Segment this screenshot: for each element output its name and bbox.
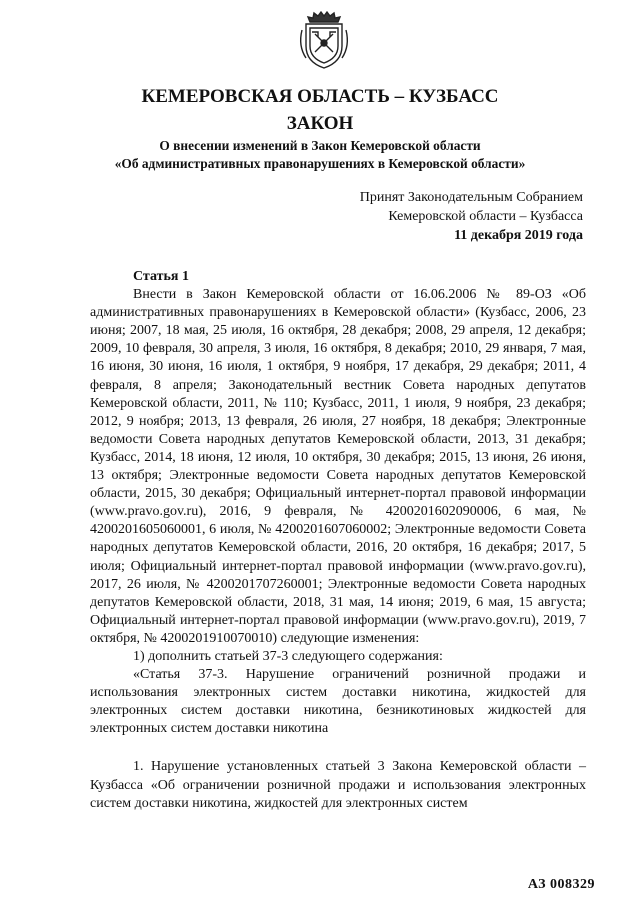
adoption-date: 11 декабря 2019 года: [454, 228, 583, 243]
subtitle-line-2: «Об административных правонарушениях в Кемеровской области»: [114, 156, 526, 171]
amendment-item: 1) дополнить статьей 37-3 следующего содержания:: [133, 648, 443, 664]
document-subtitle: [0, 137, 640, 173]
spacer: [90, 738, 586, 758]
article-heading: Статья 1: [133, 269, 189, 284]
article-body: [90, 268, 586, 813]
adoption-line-1: Принят Законодательным Собранием: [359, 190, 583, 205]
coat-of-arms-icon: [296, 10, 352, 72]
region-title: КЕМЕРОВСКАЯ ОБЛАСТЬ – КУЗБАСС: [141, 86, 499, 107]
document-type: ЗАКОН: [286, 113, 354, 134]
point-1-paragraph: 1. Нарушение установленных статьей 3 Закона Кемеровской области – Кузбасса «Об ограничении розничной продажи и использования электронных систем доставки никотина, жидкостей для электронных систем: [90, 759, 586, 811]
adoption-line-2: Кемеровской области – Кузбасса: [388, 209, 583, 224]
subtitle-line-1: О внесении изменений в Закон Кемеровской области: [159, 138, 481, 153]
new-article-title: «Статья 37-3. Нарушение ограничений розничной продажи и использования электронных систем доставки никотина, жидкостей для электронных систем доставки никотина, безникотиновых жидкостей для электронных систем доставки никотина: [90, 667, 586, 737]
adoption-block: [360, 188, 583, 245]
article-intro-paragraph: Внести в Закон Кемеровской области от 16.06.2006 № 89-ОЗ «Об административных правонарушениях в Кемеровской области» (Кузбасс, 2006, 23 июня; 2007, 18 мая, 25 июля, 16 октября, 28 декабря; 2008, 29 апреля, 12 декабря; 2009, 10 февраля, 30 апреля, 3 июля, 16 октября, 8 декабря; 2010, 29 января, 7 мая, 16 июня, 30 июня, 16 июля, 1 октября, 9 ноября, 17 декабря, 29 декабря; 2011, 4 февраля, 8 апреля; Законодательный вестник Совета народных депутатов Кемеровской области, 2011, № 110; Кузбасс, 2011, 1 июля, 9 ноября, 23 декабря; 2012, 9 ноября; 2013, 13 февраля, 26 июля, 27 ноября, 18 декабря; Электронные ведомости Совета народных депутатов Кемеровской области, 2013, 31 декабря; Кузбасс, 2014, 18 июня, 12 июля, 10 октября, 30 декабря; 2015, 13 июня, 26 июня, 13 октября; Электронные ведомости Совета народных депутатов Кемеровской области, 2015, 30 декабря; Официальный интернет-портал правовой информации (www.pravo.gov.ru), 2016, 9 февраля, № 4200201602090006, 6 мая, № 4200201605060001, 6 июля, № 4200201607060002; Электронные ведомости Совета народных депутатов Кемеровской области, 2016, 20 октября, 16 декабря; 2017, 5 июля; Официальный интернет-портал правовой информации (www.pravo.gov.ru), 2017, 26 июля, № 4200201707260001; Электронные ведомости Совета народных депутатов Кемеровской области, 2018, 31 мая, 14 июня; 2019, 6 мая, 15 августа; Официальный интернет-портал правовой информации (www.pravo.gov.ru), 2019, 7 октября, № 4200201910070010) следующие изменения:: [90, 287, 586, 646]
serial-number: АЗ 008329: [527, 877, 595, 892]
